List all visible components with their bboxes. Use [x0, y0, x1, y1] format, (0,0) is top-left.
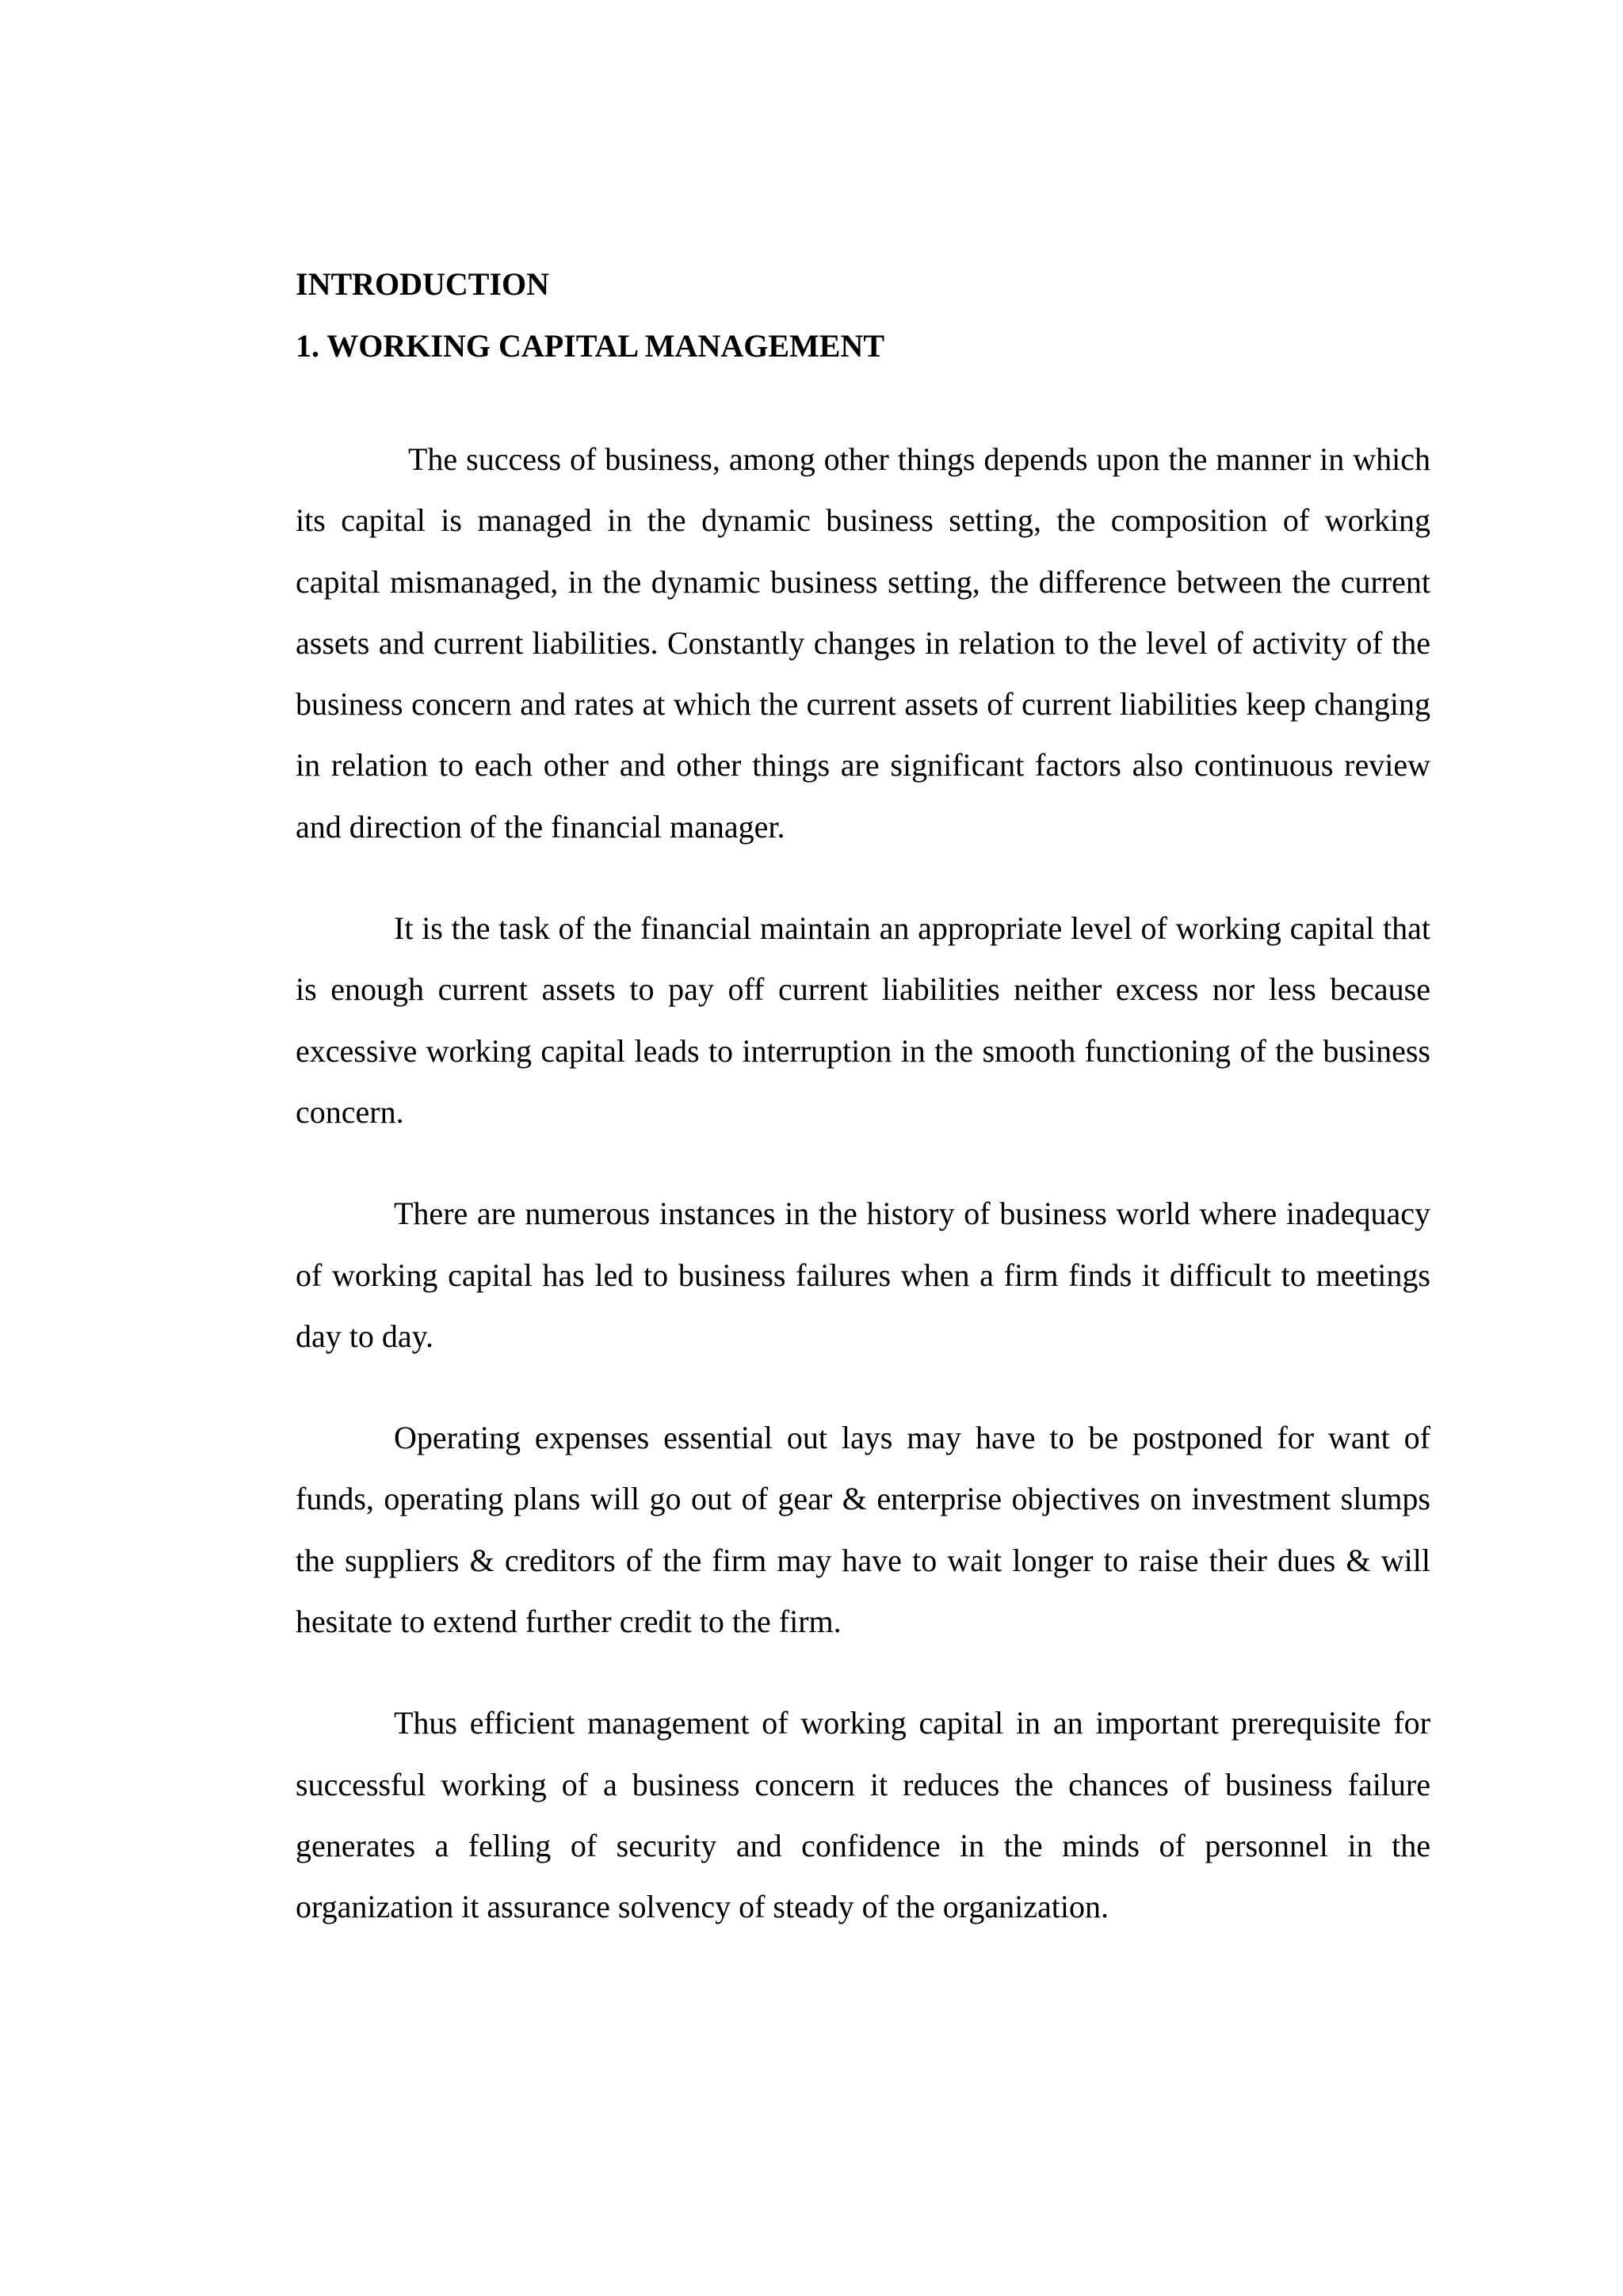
paragraph-success-of-business: The success of business, among other things depends upon the manner in which its capital is managed in the dynamic business setting, the composition of working capital mismanaged, in the dynamic business setting, the difference between the current assets and current liabilities. Constantly changes in relation to the level of activity of the business concern and rates at which the current assets of current liabilities keep changing in relation to each other and other things are significant factors also continuous review and direction of the financial manager.	[296, 441, 1430, 845]
paragraph-business-failures: There are numerous instances in the history of business world where inadequacy of working capital has led to business failures when a firm finds it difficult to meetings day to day.	[296, 1196, 1430, 1354]
paragraph-task-of-financial-manager: It is the task of the financial maintain an appropriate level of working capital that is enough current assets to pay off current liabilities neither excess nor less because excessive working capital leads to interruption in the smooth functioning of the business concern.	[296, 910, 1430, 1130]
section-heading: 1. WORKING CAPITAL MANAGEMENT	[296, 328, 885, 364]
paragraph-efficient-management: Thus efficient management of working capital in an important prerequisite for successful working of a business concern it reduces the chances of business failure generates a felling of security and confidence in the minds of personnel in the organization it assurance solvency of steady of the organization.	[296, 1705, 1430, 1925]
introduction-heading: INTRODUCTION	[296, 266, 550, 302]
paragraph-operating-expenses: Operating expenses essential out lays may have to be postponed for want of funds, operating plans will go out of gear & enterprise objectives on investment slumps the suppliers & creditors of the firm may have to wait longer to raise their dues & will hesitate to extend further credit to the firm.	[296, 1420, 1430, 1640]
document-page	[296, 254, 1430, 1938]
